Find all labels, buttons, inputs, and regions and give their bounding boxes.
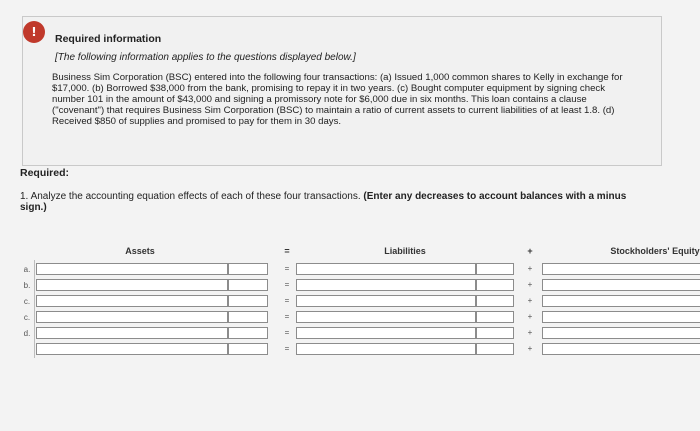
plus-sign: +	[527, 280, 533, 289]
asset-amount-input[interactable]	[228, 295, 268, 307]
liability-account-select[interactable]	[296, 327, 476, 339]
liabilities-header: Liabilities	[384, 246, 426, 256]
totals-equity-account-select[interactable]	[542, 343, 700, 355]
row-label: a.	[23, 264, 31, 274]
asset-account-select[interactable]	[36, 311, 228, 323]
asset-amount-input[interactable]	[228, 311, 268, 323]
totals-asset-amount-input[interactable]	[228, 343, 268, 355]
asset-amount-input[interactable]	[228, 279, 268, 291]
liability-amount-input[interactable]	[476, 295, 514, 307]
plus-sign: +	[527, 296, 533, 305]
row-label: c.	[23, 296, 31, 306]
stockholders-equity-header: Stockholders' Equity	[610, 246, 700, 256]
asset-amount-input[interactable]	[228, 263, 268, 275]
liability-amount-input[interactable]	[476, 311, 514, 323]
plus-sign: +	[527, 264, 533, 273]
equals-sign: =	[284, 264, 290, 273]
assets-header: Assets	[125, 246, 155, 256]
required-information-title: Required information	[55, 33, 162, 45]
equals-sign: =	[284, 280, 290, 289]
liability-amount-input[interactable]	[476, 263, 514, 275]
plus-sign-header: +	[527, 246, 533, 256]
equity-account-select[interactable]	[542, 311, 700, 323]
asset-account-select[interactable]	[36, 295, 228, 307]
asset-account-select[interactable]	[36, 327, 228, 339]
equity-account-select[interactable]	[542, 279, 700, 291]
plus-sign: +	[527, 312, 533, 321]
equals-sign: =	[284, 312, 290, 321]
row-label: c.	[23, 312, 31, 322]
required-label: Required:	[20, 167, 70, 179]
equals-sign: =	[284, 344, 290, 353]
plus-sign: +	[527, 344, 533, 353]
row-label: b.	[23, 280, 31, 290]
totals-asset-account-select[interactable]	[36, 343, 228, 355]
row-label: d.	[23, 328, 31, 338]
asset-account-select[interactable]	[36, 263, 228, 275]
equity-account-select[interactable]	[542, 295, 700, 307]
equity-account-select[interactable]	[542, 263, 700, 275]
question-text	[20, 191, 650, 213]
liability-account-select[interactable]	[296, 279, 476, 291]
liability-account-select[interactable]	[296, 311, 476, 323]
asset-account-select[interactable]	[36, 279, 228, 291]
problem-description: Business Sim Corporation (BSC) entered into the following four transactions: (a) Issued 1,000 common shares to Kelly in exchange for $17,000. (b) Borrowed $38,000 from the bank, promising to repay it in two years. (c) Bought computer equipment by signing check number 101 in the amount of $43,000 and signing a promissory note for $6,000 due in six months. This loan contains a clause ("covenant") that requires Business Sim Corporation (BSC) to maintain a ratio of current assets to current liabilities of at least 1.8. (d) Received $850 of supplies and promised to pay for them in 30 days.	[52, 72, 623, 127]
question-emphasis: (Enter any decreases to account balances with a minus sign.)	[20, 191, 627, 213]
required-information-subtitle: [The following information applies to the questions displayed below.]	[55, 52, 356, 63]
alert-icon: !	[23, 21, 45, 43]
liability-amount-input[interactable]	[476, 327, 514, 339]
totals-liability-account-select[interactable]	[296, 343, 476, 355]
liability-amount-input[interactable]	[476, 279, 514, 291]
totals-liability-amount-input[interactable]	[476, 343, 514, 355]
equals-sign-header: =	[284, 246, 290, 256]
equity-account-select[interactable]	[542, 327, 700, 339]
liability-account-select[interactable]	[296, 295, 476, 307]
equals-sign: =	[284, 296, 290, 305]
liability-account-select[interactable]	[296, 263, 476, 275]
question-prompt: 1. Analyze the accounting equation effects of each of these four transactions.	[20, 191, 361, 202]
table-border	[34, 260, 35, 358]
asset-amount-input[interactable]	[228, 327, 268, 339]
equals-sign: =	[284, 328, 290, 337]
plus-sign: +	[527, 328, 533, 337]
